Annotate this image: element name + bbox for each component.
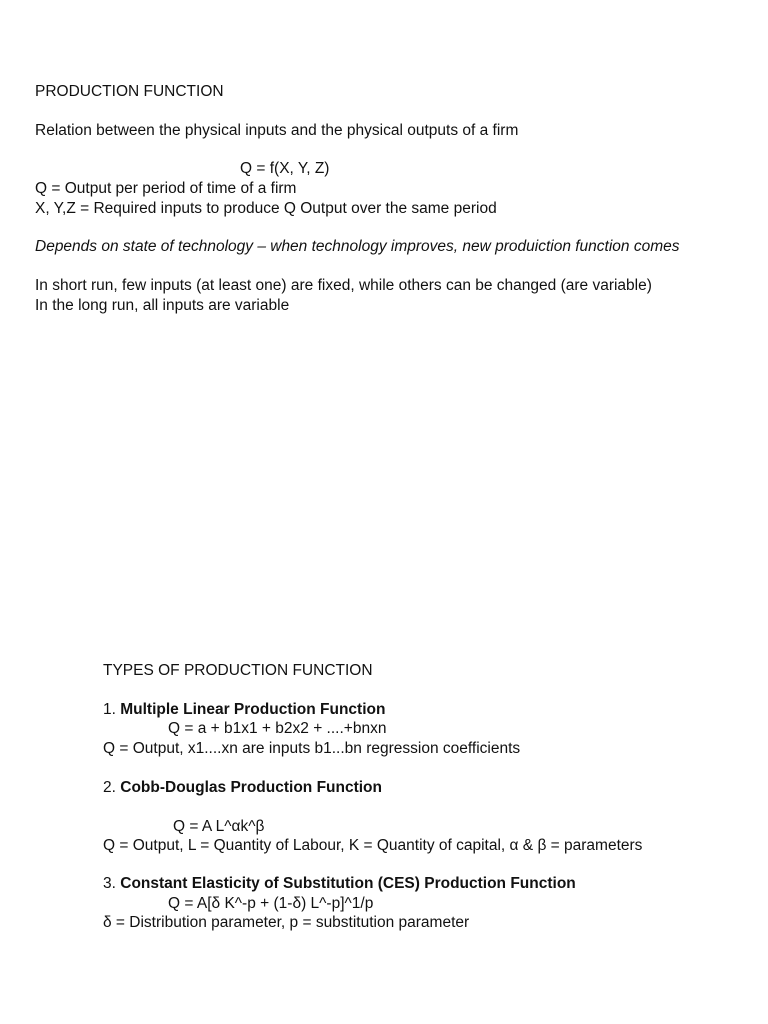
output-definition: Q = Output per period of time of a firm: [35, 180, 297, 197]
type-item-number: 1.: [103, 701, 116, 718]
type-item-formula: Q = A[δ K^-p + (1-δ) L^-p]^1/p: [168, 895, 374, 912]
type-item-number: 3.: [103, 875, 116, 892]
long-run-text: In the long run, all inputs are variable: [35, 297, 290, 314]
type-item-definition: Q = Output, L = Quantity of Labour, K = Quantity of capital, α & β = parameters: [103, 837, 643, 854]
type-item-name: Constant Elasticity of Substitution (CES) Production Function: [120, 875, 576, 892]
technology-note: Depends on state of technology – when technology improves, new produiction function comes: [35, 238, 680, 255]
type-item-name: Multiple Linear Production Function: [120, 701, 386, 718]
relation-text: Relation between the physical inputs and the physical outputs of a firm: [35, 122, 519, 139]
type-item-definition: Q = Output, x1....xn are inputs b1...bn regression coefficients: [103, 740, 521, 757]
section-heading-types: TYPES OF PRODUCTION FUNCTION: [103, 662, 373, 679]
type-item-definition: δ = Distribution parameter, p = substitution parameter: [103, 914, 470, 931]
section-heading-production-function: PRODUCTION FUNCTION: [35, 83, 224, 100]
inputs-definition: X, Y,Z = Required inputs to produce Q Output over the same period: [35, 200, 497, 217]
type-item-formula: Q = A L^αk^β: [173, 818, 265, 835]
type-item-number: 2.: [103, 779, 116, 796]
type-item-formula: Q = a + b1x1 + b2x2 + ....+bnxn: [168, 720, 387, 737]
type-item-name: Cobb-Douglas Production Function: [120, 779, 382, 796]
production-function-formula: Q = f(X, Y, Z): [240, 160, 330, 177]
type-item-title: [103, 700, 385, 720]
type-item-title: [103, 778, 382, 798]
short-run-text: In short run, few inputs (at least one) are fixed, while others can be changed (are variable): [35, 277, 652, 294]
type-item-title: [103, 874, 576, 894]
